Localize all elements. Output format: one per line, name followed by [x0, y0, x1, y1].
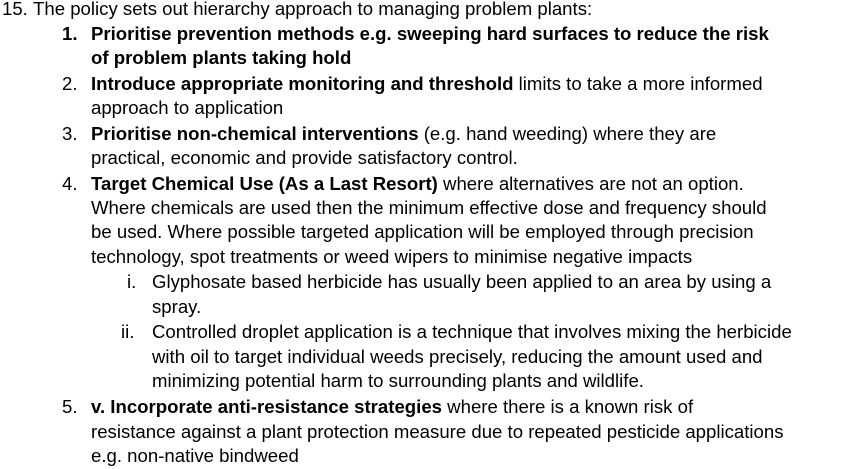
item-4-rest: where alternatives are not an option.	[437, 173, 744, 194]
item-3-marker: 3.	[62, 123, 78, 144]
item-2-line2: approach to application	[91, 97, 284, 118]
subitem-ii-marker: ii.	[121, 321, 135, 342]
item-5-line1	[91, 395, 693, 420]
item-1-bold-line1: Prioritise prevention methods e.g. sweeping hard surfaces to reduce the risk	[91, 23, 769, 44]
item-4-marker: 4.	[62, 173, 78, 194]
item-5-line3: e.g. non-native bindweed	[91, 445, 299, 466]
subitem-i-marker: i.	[127, 271, 137, 292]
subitem-ii-line3: minimizing potential harm to surrounding plants and wildlife.	[152, 370, 644, 391]
item-5-bold: v. Incorporate anti-resistance strategies	[91, 396, 443, 417]
item-2-line1	[91, 72, 763, 97]
item-2-bold: Introduce appropriate monitoring and threshold	[91, 73, 514, 94]
item-5-line2: resistance against a plant protection measure due to repeated pesticide applications	[91, 421, 784, 442]
item-4-line4: technology, spot treatments or weed wipers to minimise negative impacts	[91, 246, 693, 267]
item-4-line2: Where chemicals are used then the minimum effective dose and frequency should	[91, 197, 767, 218]
item-3-rest: (e.g. hand weeding) where they are	[418, 123, 717, 144]
item-4-bold: Target Chemical Use (As a Last Resort)	[91, 173, 438, 194]
section-number: 15.	[2, 0, 28, 19]
item-3-line2: practical, economic and provide satisfactory control.	[91, 147, 518, 168]
subitem-i-line2: spray.	[152, 296, 202, 317]
section-intro: The policy sets out hierarchy approach to managing problem plants:	[33, 0, 593, 19]
item-2-rest: limits to take a more informed	[513, 73, 763, 94]
item-1-marker: 1.	[62, 23, 78, 44]
item-2-marker: 2.	[62, 73, 78, 94]
item-5-marker: 5.	[62, 396, 78, 417]
item-3-line1	[91, 122, 716, 147]
item-4-line1	[91, 172, 744, 197]
subitem-i-line1: Glyphosate based herbicide has usually been applied to an area by using a	[152, 271, 772, 292]
item-3-bold: Prioritise non-chemical interventions	[91, 123, 419, 144]
item-4-line3: be used. Where possible targeted application will be employed through precision	[91, 221, 754, 242]
subitem-ii-line1: Controlled droplet application is a technique that involves mixing the herbicide	[152, 321, 792, 342]
subitem-ii-line2: with oil to target individual weeds precisely, reducing the amount used and	[152, 346, 763, 367]
item-1-bold-line2: of problem plants taking hold	[91, 47, 352, 68]
item-5-rest: where there is a known risk of	[442, 396, 694, 417]
